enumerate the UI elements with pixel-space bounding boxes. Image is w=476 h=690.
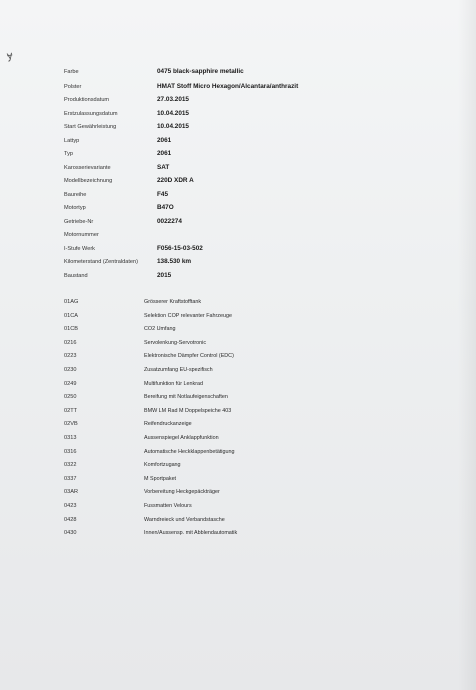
vehicle-row: [0, 245, 476, 259]
field-value: 138.530 km: [157, 258, 192, 265]
option-row: [0, 366, 476, 380]
field-value: 2061: [157, 150, 172, 157]
option-description: M Sportpaket: [144, 475, 177, 482]
field-value: SAT: [157, 164, 170, 171]
hole-punch-mark: ɏ: [5, 49, 14, 63]
vehicle-row: [0, 204, 476, 218]
option-code: 0249: [64, 380, 77, 387]
field-label: Karosserievariante: [64, 165, 111, 171]
field-value: F056-15-03-502: [157, 245, 203, 252]
field-value: 10.04.2015: [157, 110, 189, 117]
option-row: [0, 502, 476, 516]
option-description: Elektronische Dämpfer Control (EDC): [144, 353, 234, 360]
option-description: BMW LM Rad M Doppelspeiche 403: [144, 407, 232, 414]
field-value: 27.03.2015: [157, 96, 189, 103]
option-code: 0250: [64, 394, 77, 401]
option-description: Zusatzumfang EU-spezifisch: [144, 367, 213, 373]
field-label: Modellbezeichnung: [64, 178, 113, 184]
vehicle-row: [0, 258, 476, 272]
option-code: 02VB: [64, 421, 78, 428]
vehicle-row: [0, 191, 476, 205]
field-label: Farbe: [64, 69, 79, 75]
option-row: [0, 352, 476, 366]
option-description: Selektion COP relevanter Fahrzeuge: [144, 312, 232, 319]
vehicle-row: [0, 164, 476, 178]
option-description: Aussenspiegel Anklappfunktion: [144, 435, 219, 441]
vehicle-row: [0, 231, 476, 245]
option-description: Grösserer Kraftstofftank: [144, 299, 202, 305]
option-row: [0, 516, 476, 530]
option-description: Komfortzugang: [144, 462, 181, 469]
vehicle-row: [0, 96, 476, 110]
option-row: [0, 488, 476, 502]
field-value: 0022274: [157, 218, 182, 225]
option-code: 01CB: [64, 326, 78, 333]
option-description: Vorbereitung Heckgepäckträger: [144, 489, 220, 496]
option-row: [0, 434, 476, 448]
option-code: 0428: [64, 516, 77, 523]
option-row: [0, 380, 476, 394]
option-description: Fussmatten Velours: [144, 503, 192, 509]
field-value: 10.04.2015: [157, 123, 189, 130]
field-label: Erstzulassungsdatum: [64, 111, 118, 117]
option-description: Innen/Aussensp. mit Abblendautomatik: [144, 530, 238, 537]
option-code: 0322: [64, 462, 77, 469]
field-label: Lattyp: [64, 138, 80, 144]
option-row: [0, 393, 476, 407]
option-description: Reifendruckanzeige: [144, 421, 192, 428]
option-row: [0, 407, 476, 421]
field-label: Motortyp: [64, 205, 86, 211]
field-value: 220D XDR A: [157, 177, 194, 184]
option-code: 0313: [64, 435, 77, 441]
field-label: Kilometerstand (Zentraldaten): [64, 259, 138, 265]
option-row: [0, 461, 476, 475]
vehicle-row: [0, 123, 476, 137]
field-label: Baustand: [64, 273, 88, 279]
option-row: [0, 339, 476, 353]
vehicle-row: [0, 110, 476, 124]
field-value: F45: [157, 191, 169, 198]
option-description: Warndreieck und Verbandstasche: [144, 516, 225, 523]
option-code: 02TT: [64, 407, 78, 414]
field-value: 2015: [157, 272, 172, 279]
field-label: I-Stufe Werk: [64, 246, 95, 252]
field-label: Baureihe: [64, 192, 87, 198]
field-label: Polster: [64, 84, 82, 90]
option-row: [0, 448, 476, 462]
field-label: Getriebe-Nr: [64, 219, 94, 225]
vehicle-row: [0, 218, 476, 232]
option-description: CO2 Umfang: [144, 326, 176, 333]
vehicle-row: [0, 83, 476, 97]
option-row: [0, 529, 476, 543]
option-row: [0, 312, 476, 326]
option-code: 0216: [64, 339, 77, 346]
option-code: 01AG: [64, 299, 79, 305]
vehicle-row: [0, 68, 476, 82]
option-row: [0, 420, 476, 434]
option-description: Automatische Heckklappenbetätigung: [144, 448, 235, 455]
field-label: Produktionsdatum: [64, 97, 110, 103]
vehicle-row: [0, 137, 476, 151]
option-row: [0, 325, 476, 339]
option-code: 0230: [64, 367, 77, 373]
option-code: 0423: [64, 503, 77, 509]
option-code: 0316: [64, 448, 77, 455]
option-row: [0, 475, 476, 489]
option-row: [0, 298, 476, 312]
field-label: Typ: [64, 151, 74, 157]
option-code: 0430: [64, 530, 77, 537]
vehicle-row: [0, 150, 476, 164]
option-code: 01CA: [64, 312, 78, 319]
field-value: 0475 black-sapphire metallic: [157, 68, 244, 75]
vehicle-row: [0, 272, 476, 286]
option-description: Servolenkung-Servotronic: [144, 339, 207, 346]
vehicle-row: [0, 177, 476, 191]
option-description: Multifunktion für Lenkrad: [144, 380, 204, 387]
option-code: 03AR: [64, 489, 78, 496]
option-code: 0223: [64, 353, 77, 360]
field-label: Start Gewährleistung: [64, 124, 117, 130]
option-description: Bereifung mit Notlaufeigenschaften: [144, 394, 228, 401]
option-code: 0337: [64, 475, 77, 482]
field-label: Motornummer: [64, 232, 99, 238]
field-value: 2061: [157, 137, 172, 144]
field-value: B47O: [157, 204, 174, 211]
field-value: HMAT Stoff Micro Hexagon/Alcantara/anthrazit: [157, 83, 299, 90]
